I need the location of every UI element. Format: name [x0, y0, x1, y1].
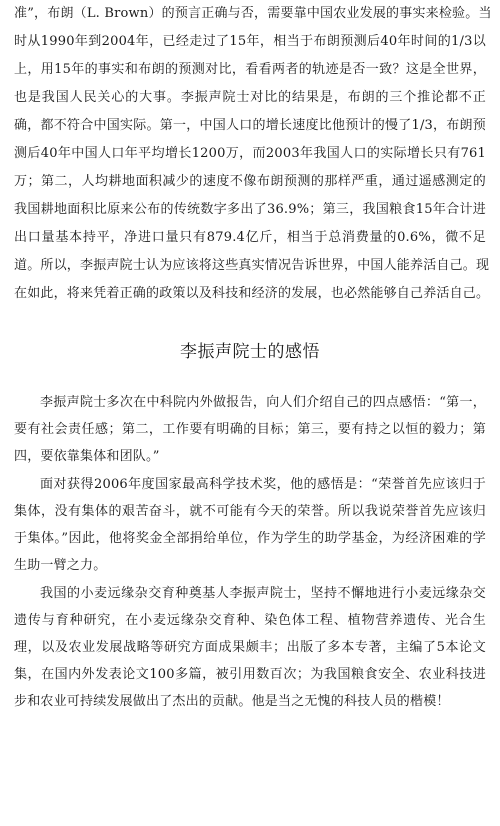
text-line: 遗传与育种研究，在小麦远缘杂交育种、染色体工程、植物营养遗传、光合生 — [14, 613, 486, 628]
text-line: 时从1990年到2004年，已经走过了15年，相当于布朗预测后40年时间的1/3以 — [14, 34, 486, 49]
text-line: 准”，布朗（L. Brown）的预言正确与否，需要靠中国农业发展的事实来检验。当 — [14, 6, 492, 21]
text-line: 道。所以，李振声院士认为应该将这些真实情况告诉世界，中国人能养活自己。现 — [14, 258, 490, 273]
text-line: 出口量基本持平，净进口量只有879.4亿斤，相当于总消费量的0.6%，微不足 — [14, 230, 486, 245]
text-line: 确，都不符合中国实际。第一，中国人口的增长速度比他预计的慢了1/3，布朗预 — [14, 118, 486, 133]
text-line: 我国的小麦远缘杂交育种奠基人李振声院士，坚持不懈地进行小麦远缘杂交 — [40, 586, 486, 601]
text-line: 理，以及农业发展战略等研究方面成果颇丰；出版了多本专著，主编了5本论文 — [14, 640, 486, 655]
text-line: 也是我国人民关心的大事。李振声院士对比的结果是，布朗的三个推论都不正 — [14, 90, 486, 105]
text-line: 我国耕地面积比原来公布的传统数字多出了36.9%；第三，我国粮食15年合计进 — [14, 202, 486, 217]
text-line: 要有社会责任感；第二，工作要有明确的目标；第三，要有持之以恒的毅力；第 — [14, 422, 486, 437]
text-line: 面对获得2006年度国家最高科学技术奖，他的感悟是：“荣誉首先应该归于 — [40, 477, 486, 492]
text-line: 步和农业可持续发展做出了杰出的贡献。他是当之无愧的科技人员的楷模！ — [14, 694, 450, 709]
text-line: 于集体。”因此，他将奖金全部捐给单位，作为学生的助学基金，为经济困难的学 — [14, 531, 486, 546]
text-line: 万；第二，人均耕地面积减少的速度不像布朗预测的那样严重，通过遥感测定的 — [14, 174, 486, 189]
text-line: 集体，没有集体的艰苦奋斗，就不可能有今天的荣誉。所以我说荣誉首先应该归 — [14, 504, 486, 519]
text-line: 四，要依靠集体和团队。” — [14, 449, 160, 464]
text-line: 上，用15年的事实和布朗的预测对比，看看两者的轨迹是否一致？这是全世界， — [14, 62, 486, 77]
text-line: 在如此，将来凭着正确的政策以及科技和经济的发展，也必然能够自己养活自己。 — [14, 286, 490, 301]
section-heading: 李振声院士的感悟 — [180, 342, 320, 362]
text-line: 测后40年中国人口年平均增长1200万，而2003年我国人口的实际增长只有761 — [14, 146, 486, 161]
text-line: 集，在国内外发表论文100多篇，被引用数百次；为我国粮食安全、农业科技进 — [14, 667, 486, 682]
text-line: 李振声院士多次在中科院内外做报告，向人们介绍自己的四点感悟：“第一， — [40, 395, 486, 410]
text-line: 生助一臂之力。 — [14, 558, 107, 573]
